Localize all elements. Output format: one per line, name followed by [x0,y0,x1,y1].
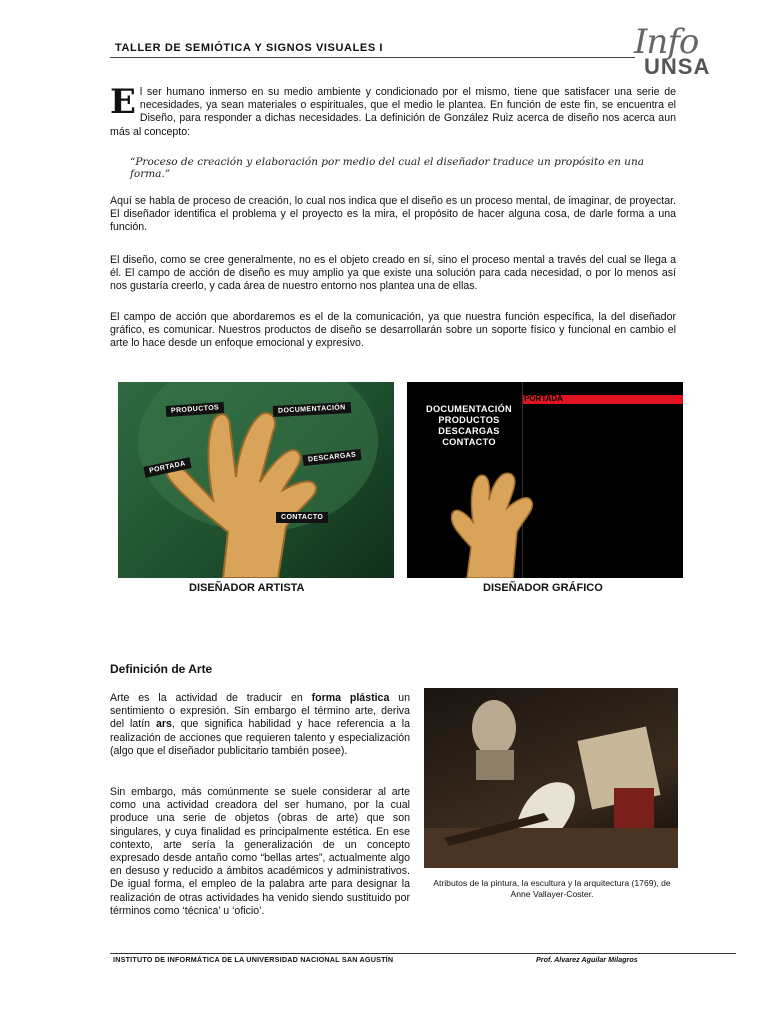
logo-unsa-text: UNSA [644,54,711,79]
painting-caption: Atributos de la pintura, la escultura y la arquitectura (1769), de Anne Vallayer-Coster. [433,878,671,899]
art-p1-bold-ars: ars [155,718,172,731]
art-p1-text-c: , que significa habilidad y hace referencia a la realización de acciones que requieren talento y especialización (algo que el diseñador publicitario también posee). [110,718,410,757]
art-paragraph-1 [110,692,410,758]
footer-author: Prof. Alvarez Aguilar Milagros [536,955,638,964]
art-p1-bold-forma: forma plástica [311,692,390,704]
paragraph-1: Aquí se habla de proceso de creación, lo cual nos indica que el diseño es un proceso mental, de imaginar, de proyectar. El diseñador identifica el problema y el proyecto es la mira, el propósito de hacer alguna cosa, de darle forma a una función. [110,195,676,234]
paragraph-2: El diseño, como se cree generalmente, no es el objeto creado en sí, sino el proceso mental a través del cual se llega a él. El campo de acción de diseño es muy amplio ya que existe una solución para cada necesidad, o por lo menos así nos gustaría creerlo, y cada área de nuestro entorno nos plantea una de ellas. [110,254,676,293]
logo-info-text: Info [634,22,699,62]
section-title: Definición de Arte [110,662,213,676]
drop-cap: E [110,82,136,122]
art-p1-text-a: Arte es la actividad de traducir en [110,692,312,704]
footer-institution: INSTITUTO DE INFORMÁTICA DE LA UNIVERSIDAD NACIONAL SAN AGUSTÍN [113,955,394,964]
intro-text: l ser humano inmerso en su medio ambiente y condicionado por el mismo, tiene que satisfacer una serie de necesidades, ya sean materiales o espirituales, que el medio le plantea. En función de este fin, se encuentra el Diseño, para responder a dichas necesidades. La definición de González Ruiz acerca de diseño nos acerca aun más al concepto: [110,86,676,138]
hand-illustration [118,382,394,578]
footer-divider [110,953,736,954]
artist-designer-image [118,382,394,578]
menu-descargas: DESCARGAS [438,426,500,436]
menu-contacto: CONTACTO [442,437,496,447]
tag-descargas: DESCARGAS [303,449,362,466]
header-divider [110,57,635,58]
menu-documentacion: DOCUMENTACIÓN [426,404,512,414]
portada-label: PORTADA [524,394,563,403]
design-definition-quote: “Proceso de creación y elaboración por medio del cual el diseñador traduce un propósito en una forma.” [130,156,644,180]
menu-productos: PRODUCTOS [438,415,500,425]
small-hand-illustration [407,382,683,578]
graphic-designer-image [407,382,683,578]
still-life-illustration [424,688,678,868]
caption-grafico: DISEÑADOR GRÁFICO [483,582,603,594]
intro-paragraph [110,82,676,139]
header-title: TALLER DE SEMIÓTICA Y SIGNOS VISUALES I [115,42,384,54]
tag-contacto: CONTACTO [276,512,328,523]
tag-documentacion: DOCUMENTACIÓN [273,402,351,417]
caption-artista: DISEÑADOR ARTISTA [189,582,305,594]
art-p1-text-b: un sentimiento o expresión. Sin embargo el término arte, deriva del latín [110,692,410,731]
info-unsa-logo [632,24,742,84]
vallayer-coster-painting [424,688,678,868]
tag-productos: PRODUCTOS [166,402,225,417]
art-paragraph-2: Sin embargo, más comúnmente se suele considerar al arte como una actividad creadora del ser humano, por la cual produce una serie de objetos (obras de arte) que son singulares, y cuya finalidad es principalmente estética. En ese contexto, arte sería la generalización de un concepto expresado desde antaño como “bellas artes”, actualmente algo en desuso y reducido a ámbitos académicos y administrativos. De igual forma, el empleo de la palabra arte para designar la realización de otras actividades ha venido siendo sustituido por términos como ‘técnica’ u ‘oficio’. [110,786,410,917]
paragraph-3: El campo de acción que abordaremos es el de la comunicación, ya que nuestra función específica, la del diseñador gráfico, es comunicar. Nuestros productos de diseño se desarrollarán sobre un soporte físico y funcional en cambio el arte lo hace desde un enfoque emocional y expresivo. [110,311,676,350]
tag-portada: PORTADA [143,457,191,478]
